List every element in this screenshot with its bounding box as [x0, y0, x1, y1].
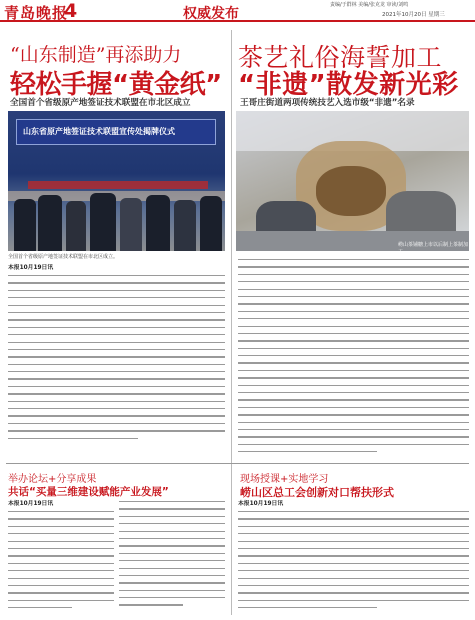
issue-date: 2021年10月20日 星期三: [382, 12, 445, 18]
right-bottom-kicker: 现场授课+实地学习: [240, 474, 329, 485]
section-name: 权威发布: [183, 6, 239, 22]
right-bottom-dateline: 本报10月19日讯: [238, 501, 284, 507]
left-article-lead: [8, 265, 225, 272]
left-article-body: [8, 275, 225, 445]
left-bottom-lead: [8, 501, 118, 508]
column-divider: [231, 30, 232, 615]
left-bottom-title: 共话“买量三维建设赋能产业发展”: [8, 486, 169, 498]
left-bottom-body-col1: [8, 511, 114, 615]
left-article-title: 轻松手握“黄金纸”: [10, 70, 222, 100]
section-divider: [6, 463, 469, 464]
right-photo-caption: 崂山茶铺糖上市以后制上茶制加工。: [398, 242, 469, 255]
left-article-photo: [8, 111, 225, 251]
left-article-kicker: “山东制造”再添助力: [10, 44, 182, 66]
right-article-title-line2: “非遗”散发新光彩: [238, 70, 459, 100]
photo-banner-text: 山东省原产地签证技术联盟宣传处揭牌仪式: [23, 127, 175, 136]
right-bottom-body: [238, 511, 469, 615]
right-article-photo: [236, 111, 469, 251]
right-article-title-line1: 茶艺礼俗海誓加工: [238, 43, 443, 72]
right-bottom-lead: [238, 501, 469, 508]
photo-banner: [16, 119, 216, 145]
left-lead-dateline: 本报10月19日讯: [8, 265, 54, 271]
right-bottom-title: 崂山区总工会创新对口帮扶形式: [240, 486, 394, 499]
left-bottom-dateline: 本报10月19日讯: [8, 501, 54, 507]
left-bottom-body-col2: [119, 501, 225, 615]
left-article-subtitle: 全国首个省级原产地签证技术联盟在市北区成立: [10, 98, 191, 108]
page-number: 4: [64, 0, 78, 22]
right-article-subtitle: 王哥庄街道两项传统技艺入选市级“非遗”名录: [240, 98, 415, 108]
left-bottom-kicker: 举办论坛+分享成果: [8, 474, 97, 485]
left-photo-caption: 全国首个省级原产地签证技术联盟在市北区成立。: [8, 254, 119, 260]
editor-credits: 责编/于群林 美编/张克龙 审读/刘鸣: [330, 2, 409, 8]
newspaper-logo: 青岛晚报: [4, 4, 69, 22]
right-article-body: [238, 259, 469, 459]
